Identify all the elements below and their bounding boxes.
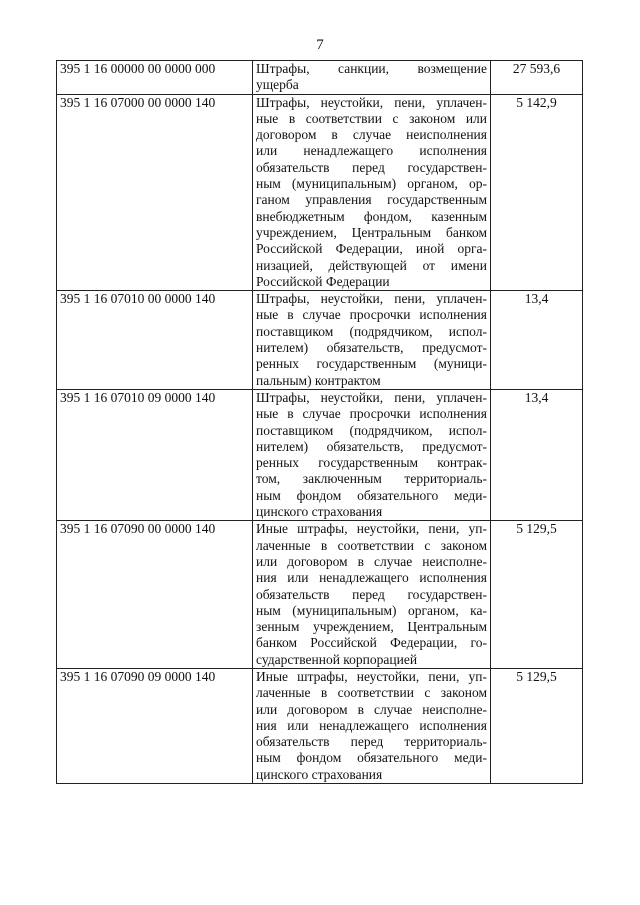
description-line: ные в случае просрочки исполнения (256, 406, 487, 422)
description-line: Штрафы, санкции, возмещение (256, 61, 487, 76)
description-line: лаченные в соответствии с законом (256, 685, 487, 701)
description-line: ным фондом обязательного меди- (256, 750, 487, 766)
amount-cell: 13,4 (491, 291, 583, 390)
description-line: ганом управления государственным (256, 192, 487, 208)
description-line: ренных государственным контрак- (256, 455, 487, 471)
description-line: низацией, действующей от имени (256, 257, 487, 273)
classification-code: 395 1 16 07000 00 0000 140 (57, 94, 253, 291)
description-line: пальным) контрактом (256, 372, 381, 388)
description-line: сударственной корпорацией (256, 651, 418, 667)
classification-code: 395 1 16 07010 09 0000 140 (57, 389, 253, 520)
description-line: ные в соответствии с законом или (256, 110, 487, 126)
description-line: нителем) обязательств, предусмот- (256, 438, 487, 454)
description-line: Российской Федерации (256, 273, 390, 289)
classification-code: 395 1 16 00000 00 0000 000 (57, 61, 253, 95)
revenue-description (253, 389, 491, 520)
classification-code: 395 1 16 07090 00 0000 140 (57, 521, 253, 669)
amount-cell: 5 129,5 (491, 668, 583, 783)
description-line: ущерба (256, 77, 299, 93)
description-line: поставщиком (подрядчиком, испол- (256, 422, 487, 438)
description-line: цинского страхования (256, 766, 383, 782)
revenue-description (253, 291, 491, 390)
description-line: обязательств перед государствен- (256, 586, 487, 602)
description-line: Иные штрафы, неустойки, пени, уп- (256, 668, 487, 684)
description-line: внебюджетным фондом, казенным (256, 208, 487, 224)
amount-cell: 13,4 (491, 389, 583, 520)
description-line: Штрафы, неустойки, пени, уплачен- (256, 94, 487, 110)
description-line: Иные штрафы, неустойки, пени, уп- (256, 521, 487, 537)
description-line: лаченные в соответствии с законом (256, 537, 487, 553)
description-line: нителем) обязательств, предусмот- (256, 340, 487, 356)
description-line: ния или ненадлежащего исполнения (256, 717, 487, 733)
table-row (57, 389, 583, 520)
description-line: банком Российской Федерации, го- (256, 635, 487, 651)
revenue-description (253, 61, 491, 95)
description-line: или договором в случае неисполне- (256, 553, 487, 569)
amount-cell: 5 129,5 (491, 521, 583, 669)
page-number: 7 (316, 37, 324, 53)
table-row (57, 521, 583, 669)
table-row (57, 94, 583, 291)
description-line: Российской Федерации, иной орга- (256, 241, 487, 257)
revenue-description (253, 94, 491, 291)
revenue-description (253, 668, 491, 783)
description-line: Штрафы, неустойки, пени, уплачен- (256, 389, 487, 405)
classification-code: 395 1 16 07010 00 0000 140 (57, 291, 253, 390)
revenue-description (253, 521, 491, 669)
amount-cell: 27 593,6 (491, 61, 583, 95)
description-line: ния или ненадлежащего исполнения (256, 570, 487, 586)
amount-cell: 5 142,9 (491, 94, 583, 291)
description-line: Штрафы, неустойки, пени, уплачен- (256, 291, 487, 307)
table-row (57, 291, 583, 390)
description-line: или договором в случае неисполне- (256, 701, 487, 717)
description-line: ные в случае просрочки исполнения (256, 307, 487, 323)
description-line: зенным учреждением, Центральным (256, 619, 487, 635)
description-line: поставщиком (подрядчиком, испол- (256, 323, 487, 339)
description-line: учреждением, Центральным банком (256, 224, 487, 240)
description-line: цинского страхования (256, 504, 383, 520)
description-line: ным фондом обязательного меди- (256, 487, 487, 503)
description-line: ным (муниципальным) органом, ор- (256, 176, 487, 192)
table-row (57, 61, 583, 95)
description-line: или ненадлежащего исполнения (256, 143, 487, 159)
description-line: обязательств перед территориаль- (256, 734, 487, 750)
table-body (57, 61, 583, 784)
description-line: том, заключенным территориаль- (256, 471, 487, 487)
description-line: ренных государственным (муници- (256, 356, 487, 372)
description-line: ным (муниципальным) органом, ка- (256, 602, 487, 618)
classification-code: 395 1 16 07090 09 0000 140 (57, 668, 253, 783)
table-row (57, 668, 583, 783)
description-line: обязательств перед государствен- (256, 159, 487, 175)
description-line: договором в случае неисполнения (256, 127, 487, 143)
budget-classification-table (56, 60, 583, 784)
